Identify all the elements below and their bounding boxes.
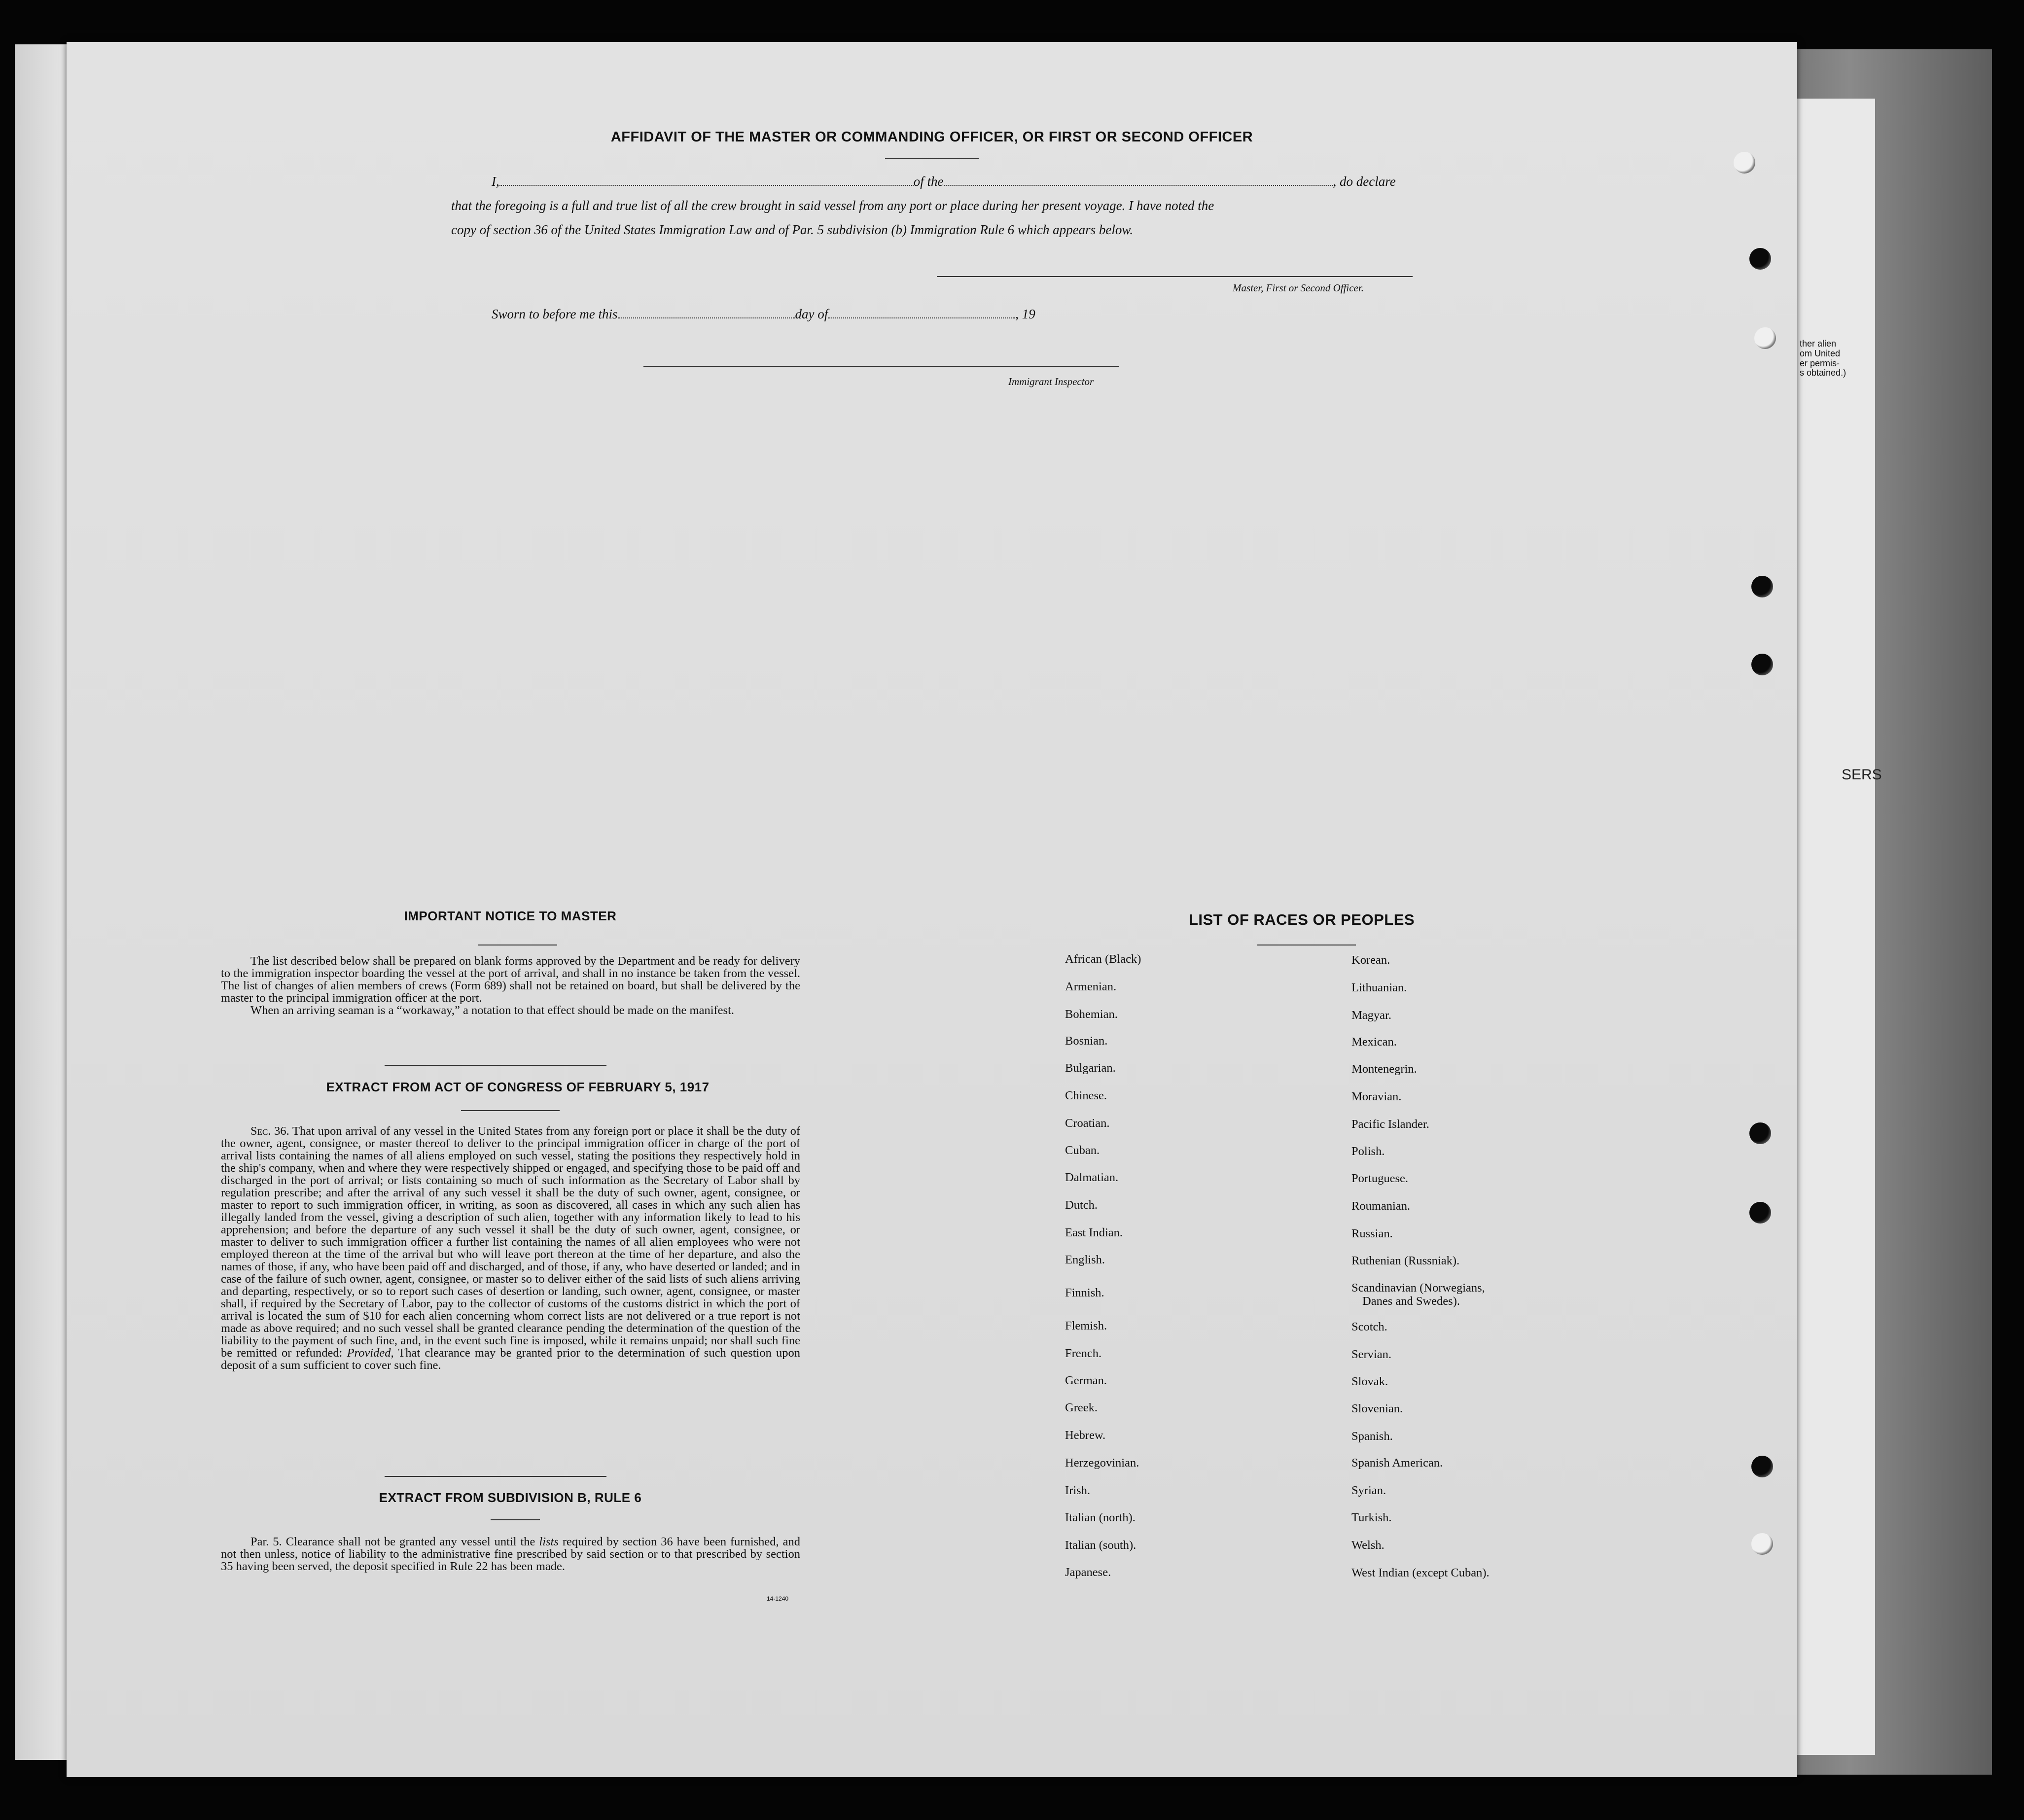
race-item: Pacific Islander.: [1351, 1118, 1429, 1131]
divider: [385, 1065, 606, 1066]
affidavit-line-3: copy of section 36 of the United States Immigration Law and of Par. 5 subdivision (b) Immigration Rule 6 which appears below.: [451, 222, 1134, 237]
race-item: Magyar.: [1351, 1009, 1391, 1022]
section-label: Sec. 36.: [250, 1124, 289, 1138]
race-item: Portuguese.: [1351, 1172, 1408, 1185]
race-item: German.: [1065, 1374, 1107, 1387]
affidavit-i-label: I,: [492, 174, 499, 189]
vessel-name-field[interactable]: [944, 176, 1333, 186]
race-item: Danes and Swedes).: [1362, 1295, 1460, 1308]
race-item: Slovak.: [1351, 1375, 1388, 1388]
edge-note-fragment: ther alien om United er permis- s obtained.): [1800, 339, 1846, 378]
affidavit-of-label: of the: [913, 174, 944, 189]
race-item: Welsh.: [1351, 1539, 1385, 1552]
race-item: Armenian.: [1065, 980, 1117, 993]
notice-paragraph: When an arriving seaman is a “workaway,” a notation to that effect should be made on the manifest.: [250, 1004, 735, 1017]
notice-title: IMPORTANT NOTICE TO MASTER: [404, 909, 617, 923]
punch-hole: [1749, 248, 1771, 270]
race-item: Bosnian.: [1065, 1034, 1108, 1048]
divider: [491, 1519, 540, 1520]
notice-body: [221, 955, 800, 1016]
race-item: French.: [1065, 1347, 1102, 1360]
edge-sers-fragment: SERS: [1842, 767, 1882, 783]
race-item: Dalmatian.: [1065, 1171, 1119, 1184]
inspector-signature-line[interactable]: [643, 366, 1119, 367]
race-item: Hebrew.: [1065, 1429, 1106, 1442]
punch-hole: [1751, 576, 1773, 597]
affidavit-title: AFFIDAVIT OF THE MASTER OR COMMANDING OFFICER, OR FIRST OR SECOND OFFICER: [610, 129, 1253, 145]
race-item: Turkish.: [1351, 1511, 1392, 1524]
notice-paragraph: The list described below shall be prepared on blank forms approved by the Department and be ready for delivery to the immigration inspector boarding the vessel at the port of arrival, and shall in no instance be taken from the vessel. The list of changes of alien members of crews (Form 689) shall not be retained on board, but shall be delivered by the master to the principal immigration officer at the port.: [221, 954, 800, 1005]
race-item: Russian.: [1351, 1227, 1393, 1240]
rule-extract-text: Par. 5. Clearance shall not be granted any vessel until the lists required by section 36 have been furnished, and not then unless, notice of liability to the administrative fine prescribed by said section or to that prescribed by section 35 having been served, the deposit specified in Rule 22 has been made.: [221, 1535, 800, 1573]
race-item: Chinese.: [1065, 1089, 1107, 1102]
race-item: Lithuanian.: [1351, 981, 1407, 994]
act-extract-body: [221, 1125, 800, 1371]
divider: [385, 1476, 606, 1477]
race-item: Croatian.: [1065, 1117, 1110, 1130]
background-sheet-left: [15, 44, 75, 1760]
race-item: Ruthenian (Russniak).: [1351, 1254, 1460, 1267]
sworn-prefix: Sworn to before me this: [492, 307, 618, 321]
punch-hole: [1751, 1456, 1773, 1477]
rule-extract-body: [221, 1536, 800, 1573]
race-item: Korean.: [1351, 953, 1390, 967]
punch-hole: [1751, 654, 1773, 675]
race-item: Spanish.: [1351, 1430, 1393, 1443]
race-item: Japanese.: [1065, 1566, 1111, 1579]
races-title: LIST OF RACES OR PEOPLES: [1188, 911, 1415, 928]
punch-hole: [1734, 152, 1755, 174]
provided-word: Provided,: [347, 1346, 394, 1360]
act-extract-title: EXTRACT FROM ACT OF CONGRESS OF FEBRUARY 5, 1917: [326, 1080, 710, 1094]
race-item: Bohemian.: [1065, 1008, 1118, 1021]
affidavit-line-2: that the foregoing is a full and true list of all the crew brought in said vessel from any port or place during her present voyage. I have noted the: [451, 198, 1214, 213]
race-item: Montenegrin.: [1351, 1062, 1417, 1076]
sworn-month-field[interactable]: [828, 309, 1015, 318]
race-item: Polish.: [1351, 1145, 1385, 1158]
race-item: Greek.: [1065, 1401, 1098, 1414]
race-item: Scandinavian (Norwegians,: [1351, 1281, 1485, 1295]
punch-hole: [1754, 327, 1776, 349]
race-item: Slovenian.: [1351, 1402, 1403, 1415]
master-name-field[interactable]: [499, 176, 914, 186]
sworn-day-label: day of: [795, 307, 828, 321]
race-item: English.: [1065, 1253, 1105, 1266]
lists-word: lists: [539, 1535, 559, 1548]
rule-extract-title: EXTRACT FROM SUBDIVISION B, RULE 6: [379, 1490, 642, 1505]
punch-hole: [1751, 1533, 1773, 1555]
race-item: Roumanian.: [1351, 1199, 1411, 1213]
punch-hole: [1749, 1122, 1771, 1144]
race-item: Irish.: [1065, 1484, 1091, 1497]
race-item: Syrian.: [1351, 1484, 1386, 1497]
race-item: Spanish American.: [1351, 1456, 1443, 1470]
race-item: East Indian.: [1065, 1226, 1123, 1239]
race-item: Herzegovinian.: [1065, 1456, 1139, 1470]
race-item: Flemish.: [1065, 1319, 1107, 1332]
divider: [461, 1110, 560, 1111]
act-extract-text: Sec. 36. That upon arrival of any vessel in the United States from any foreign port or place it shall be the duty of the owner, agent, consignee, or master thereof to deliver to the principal immigration officer in charge of the port of arrival lists containing the names of all aliens employed on such vessel, stating the positions they respectively hold in the ship's company, when and where they were respectively shipped or engaged, and specifying those to be paid off and discharged in the port of arrival; or lists containing so much of such information as the Secretary of Labor shall by regulation prescribe; and after the arrival of any such vessel it shall be the duty of such owner, agent, consignee, or master to report to such immigration officer, in writing, as soon as discovered, all cases in which any such alien has illegally landed from the vessel, giving a description of such alien, together with any information likely to lead to his apprehension; and before the departure of any such vessel it shall be the duty of such owner, agent, consignee, or master to deliver to such immigration officer a further list containing the names of all alien employees who were not employed thereon at the time of the arrival but who will leave port thereon at the time of her departure, and also the names of those, if any, who have been paid off and discharged, and of those, if any, who have deserted or landed; and in case of the failure of such owner, agent, consignee, or master so to deliver either of the said lists of such aliens arriving and departing, respectively, or so to report such cases of desertion or landing, such owner, agent, consignee, or master shall, if required by the Secretary of Labor, pay to the collector of customs of the customs district in which the port of arrival is located the sum of $10 for each alien concerning whom correct lists are not delivered or a true report is not made as above required; and no such vessel shall be granted clearance pending the determination of the question of the liability to the payment of such fine, and, in the event such fine is imposed, while it remains unpaid; nor shall such fine be remitted or refunded: Provided, That clearance may be granted prior to the determination of such question upon deposit of a sum sufficient to cover such fine.: [221, 1124, 800, 1372]
race-item: Italian (south).: [1065, 1539, 1136, 1552]
master-signature-line[interactable]: [937, 276, 1413, 277]
race-item: Italian (north).: [1065, 1511, 1136, 1524]
divider: [885, 158, 979, 159]
race-item: Moravian.: [1351, 1090, 1402, 1103]
race-item: Finnish.: [1065, 1286, 1104, 1299]
race-item: Dutch.: [1065, 1198, 1098, 1212]
race-item: West Indian (except Cuban).: [1351, 1566, 1490, 1579]
race-item: Bulgarian.: [1065, 1061, 1116, 1075]
race-item: Cuban.: [1065, 1144, 1100, 1157]
race-item: African (Black): [1065, 952, 1141, 966]
race-item: Scotch.: [1351, 1320, 1387, 1333]
affidavit-declare-label: , do declare: [1333, 174, 1396, 189]
race-item: Mexican.: [1351, 1035, 1397, 1049]
inspector-signature-label: Immigrant Inspector: [1008, 376, 1094, 387]
punch-hole: [1749, 1202, 1771, 1224]
sworn-year-label: , 19: [1015, 307, 1035, 321]
form-number: 14-1240: [767, 1595, 789, 1602]
affidavit-line-1: [492, 174, 1396, 189]
race-item: Servian.: [1351, 1348, 1391, 1361]
master-signature-label: Master, First or Second Officer.: [1233, 282, 1364, 294]
sworn-line: [492, 307, 1035, 322]
sworn-day-field[interactable]: [618, 309, 795, 318]
